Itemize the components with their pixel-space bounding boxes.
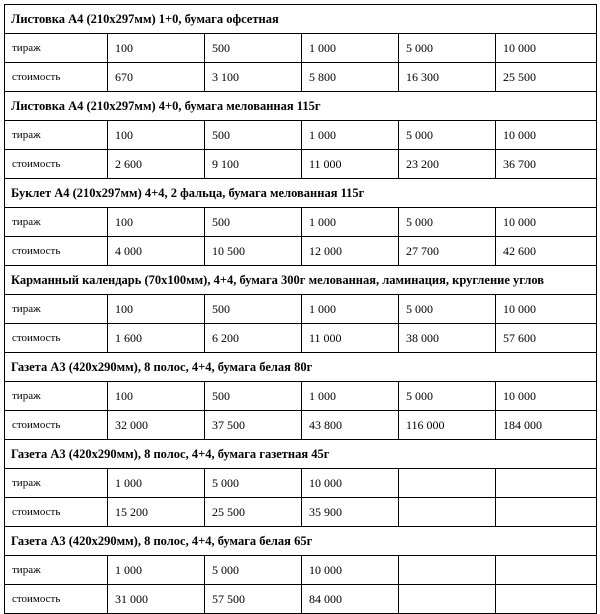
circulation-cell: 5 000 [205,556,302,585]
cost-cell: 42 600 [496,237,597,266]
circulation-row [5,382,597,411]
circulation-label: тираж [5,469,108,498]
cost-cell: 84 000 [302,585,399,614]
section-title: Газета А3 (420x290мм), 8 полос, 4+4, бумага белая 65г [5,527,597,556]
circulation-cell: 100 [108,295,205,324]
circulation-cell: 1 000 [108,469,205,498]
cost-cell: 6 200 [205,324,302,353]
circulation-cell: 1 000 [302,295,399,324]
circulation-row [5,34,597,63]
cost-row [5,63,597,92]
circulation-cell: 100 [108,382,205,411]
section-title: Буклет А4 (210x297мм) 4+4, 2 фальца, бумага мелованная 115г [5,179,597,208]
cost-cell: 43 800 [302,411,399,440]
section-header-row [5,92,597,121]
circulation-label: тираж [5,295,108,324]
circulation-label: тираж [5,556,108,585]
circulation-cell: 10 000 [496,208,597,237]
cost-cell: 184 000 [496,411,597,440]
section-title: Газета А3 (420x290мм), 8 полос, 4+4, бумага белая 80г [5,353,597,382]
cost-label: стоимость [5,237,108,266]
empty-cell [496,469,597,498]
circulation-cell: 100 [108,208,205,237]
cost-cell: 15 200 [108,498,205,527]
empty-cell [399,585,496,614]
circulation-cell: 10 000 [496,382,597,411]
circulation-cell: 5 000 [399,382,496,411]
cost-cell: 38 000 [399,324,496,353]
cost-cell: 5 800 [302,63,399,92]
cost-label: стоимость [5,324,108,353]
circulation-cell: 500 [205,34,302,63]
cost-cell: 2 600 [108,150,205,179]
cost-cell: 12 000 [302,237,399,266]
circulation-cell: 1 000 [302,121,399,150]
cost-cell: 57 600 [496,324,597,353]
circulation-cell: 1 000 [302,34,399,63]
circulation-cell: 500 [205,382,302,411]
circulation-cell: 5 000 [399,208,496,237]
circulation-row [5,556,597,585]
price-table [4,4,597,614]
circulation-label: тираж [5,382,108,411]
cost-cell: 35 900 [302,498,399,527]
cost-row [5,585,597,614]
circulation-cell: 5 000 [399,34,496,63]
section-header-row [5,266,597,295]
circulation-cell: 1 000 [302,208,399,237]
circulation-cell: 10 000 [302,469,399,498]
cost-label: стоимость [5,498,108,527]
cost-cell: 670 [108,63,205,92]
section-title: Листовка А4 (210x297мм) 1+0, бумага офсетная [5,5,597,34]
section-title: Карманный календарь (70x100мм), 4+4, бумага 300г мелованная, ламинация, кругление углов [5,266,597,295]
circulation-cell: 10 000 [496,121,597,150]
circulation-label: тираж [5,34,108,63]
cost-cell: 4 000 [108,237,205,266]
cost-row [5,237,597,266]
cost-cell: 25 500 [205,498,302,527]
circulation-cell: 500 [205,208,302,237]
empty-cell [496,498,597,527]
circulation-row [5,208,597,237]
empty-cell [399,498,496,527]
cost-cell: 1 600 [108,324,205,353]
cost-cell: 11 000 [302,150,399,179]
circulation-label: тираж [5,208,108,237]
cost-cell: 9 100 [205,150,302,179]
circulation-label: тираж [5,121,108,150]
section-header-row [5,353,597,382]
section-header-row [5,179,597,208]
circulation-cell: 5 000 [399,295,496,324]
circulation-cell: 5 000 [399,121,496,150]
circulation-cell: 10 000 [496,34,597,63]
circulation-cell: 1 000 [302,382,399,411]
circulation-row [5,469,597,498]
empty-cell [399,556,496,585]
cost-label: стоимость [5,411,108,440]
circulation-cell: 1 000 [108,556,205,585]
section-header-row [5,440,597,469]
cost-label: стоимость [5,585,108,614]
cost-row [5,324,597,353]
cost-cell: 27 700 [399,237,496,266]
cost-label: стоимость [5,150,108,179]
circulation-row [5,295,597,324]
cost-cell: 3 100 [205,63,302,92]
circulation-cell: 10 000 [496,295,597,324]
section-title: Листовка А4 (210x297мм) 4+0, бумага мелованная 115г [5,92,597,121]
cost-cell: 10 500 [205,237,302,266]
section-header-row [5,5,597,34]
cost-label: стоимость [5,63,108,92]
cost-cell: 23 200 [399,150,496,179]
cost-row [5,411,597,440]
cost-cell: 116 000 [399,411,496,440]
circulation-cell: 5 000 [205,469,302,498]
cost-row [5,498,597,527]
circulation-cell: 100 [108,34,205,63]
circulation-cell: 100 [108,121,205,150]
cost-cell: 57 500 [205,585,302,614]
cost-cell: 11 000 [302,324,399,353]
circulation-cell: 500 [205,121,302,150]
empty-cell [496,585,597,614]
circulation-row [5,121,597,150]
section-title: Газета А3 (420x290мм), 8 полос, 4+4, бумага газетная 45г [5,440,597,469]
section-header-row [5,527,597,556]
cost-cell: 31 000 [108,585,205,614]
cost-row [5,150,597,179]
empty-cell [496,556,597,585]
cost-cell: 32 000 [108,411,205,440]
cost-cell: 36 700 [496,150,597,179]
circulation-cell: 500 [205,295,302,324]
cost-cell: 37 500 [205,411,302,440]
cost-cell: 25 500 [496,63,597,92]
cost-cell: 16 300 [399,63,496,92]
empty-cell [399,469,496,498]
circulation-cell: 10 000 [302,556,399,585]
